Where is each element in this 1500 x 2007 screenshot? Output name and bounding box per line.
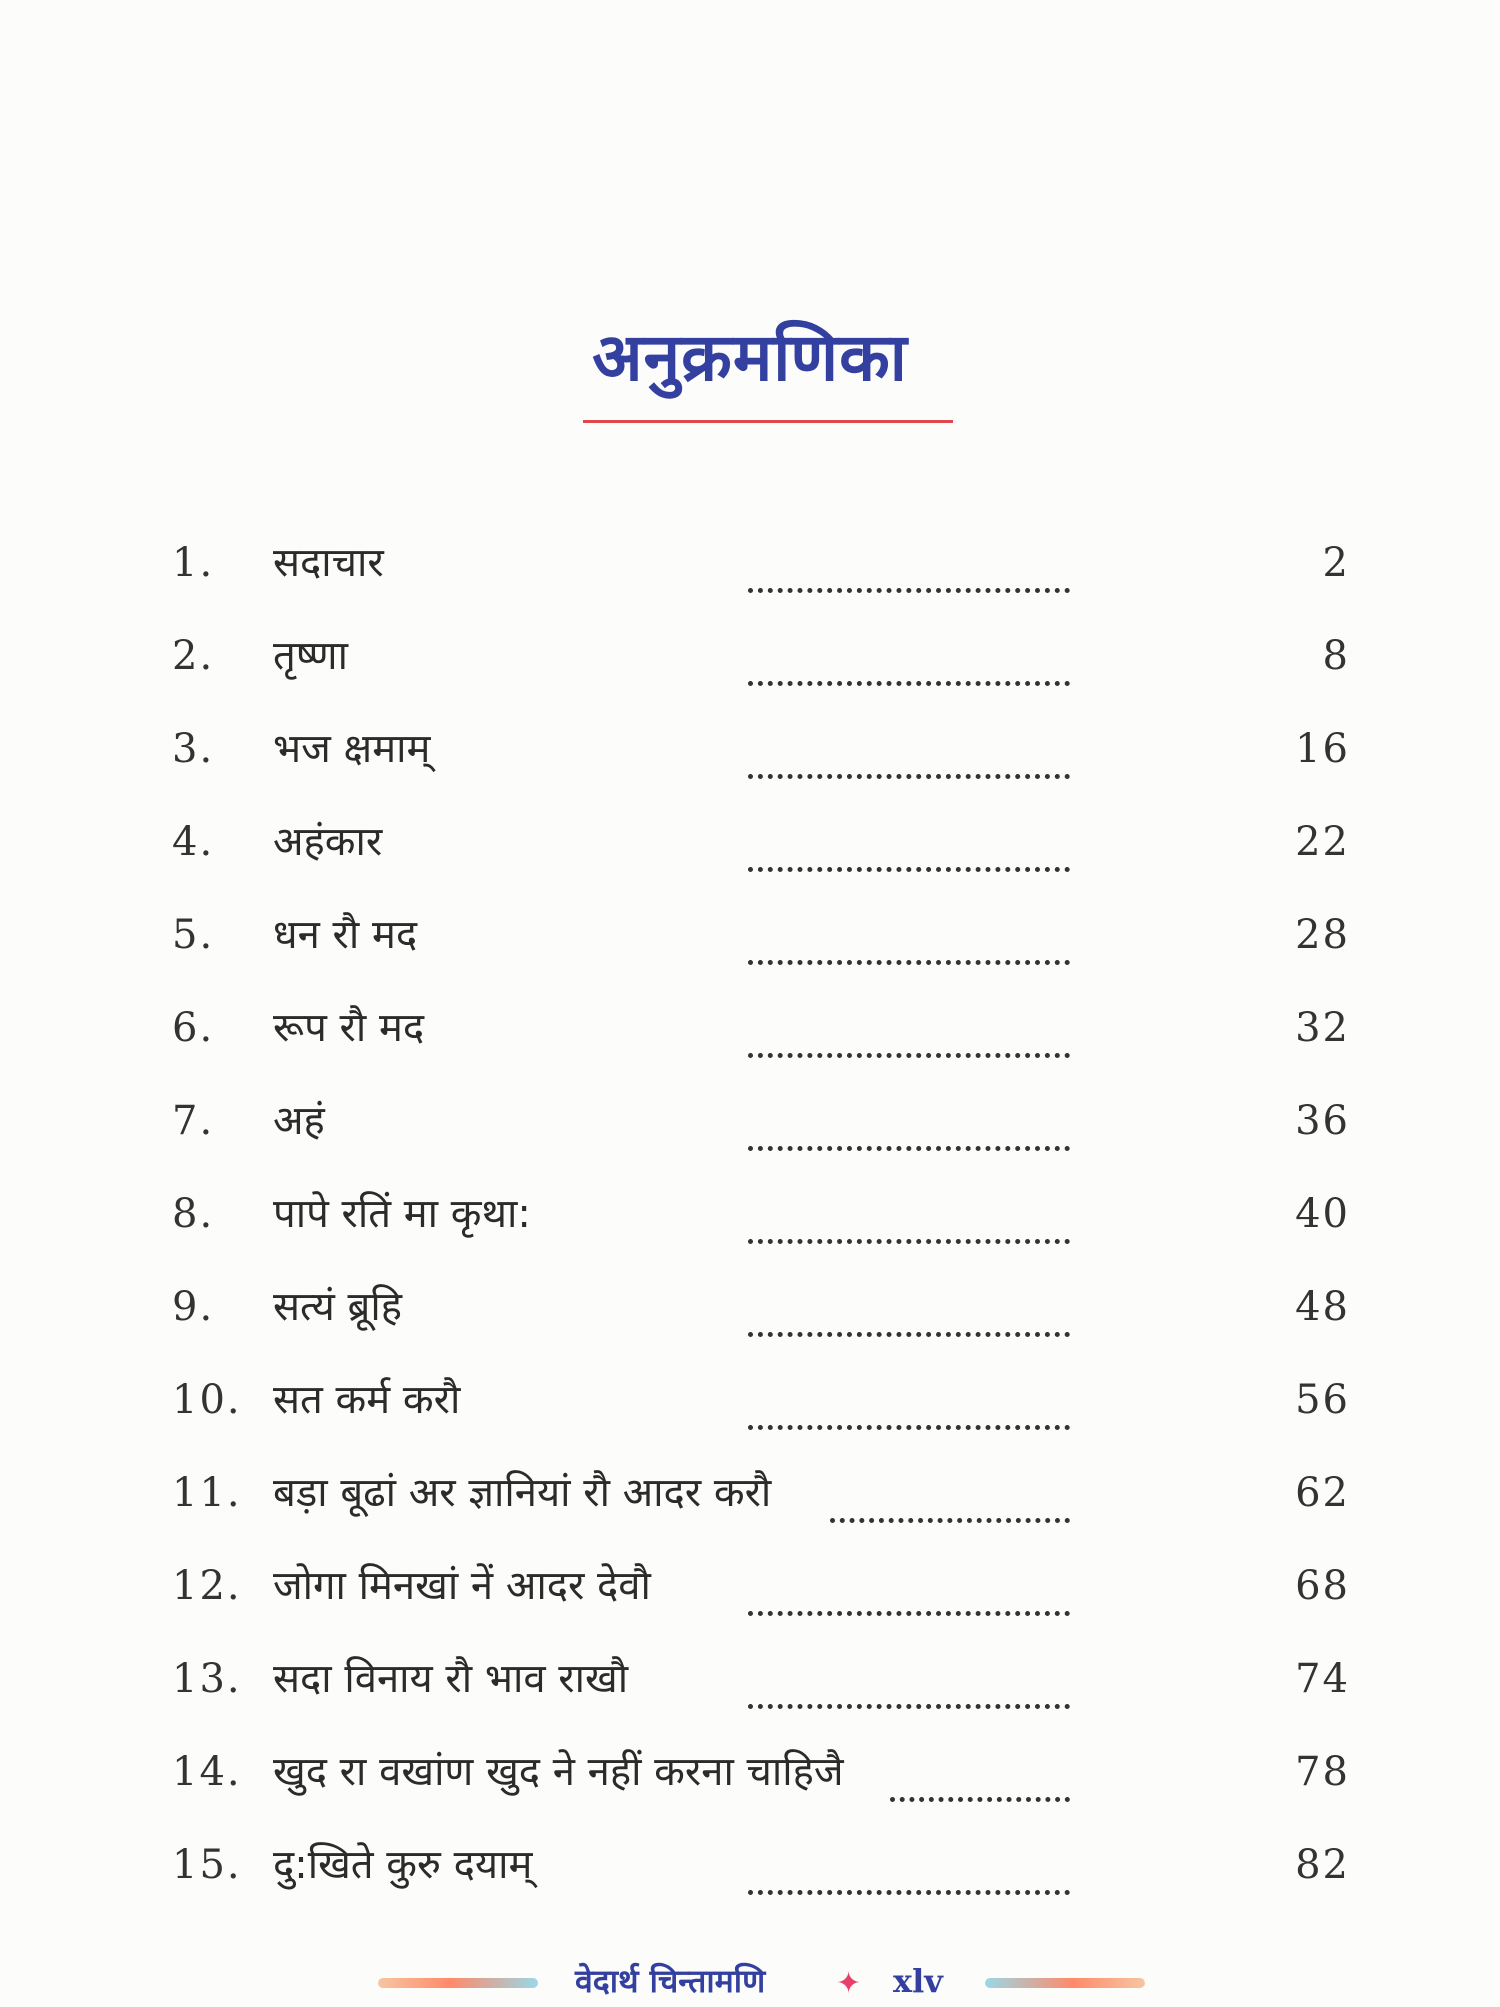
dot-leader <box>748 1664 1070 1709</box>
toc-number: 5. <box>172 912 215 958</box>
dot-leader <box>748 1106 1070 1151</box>
toc-title: सत्यं ब्रूहि <box>273 1284 402 1330</box>
toc-page-number: 8 <box>1322 633 1350 679</box>
toc-number: 9. <box>172 1284 215 1330</box>
toc-number: 13. <box>172 1656 242 1702</box>
toc-page-number: 36 <box>1295 1098 1350 1144</box>
dot-leader <box>748 1292 1070 1337</box>
toc-row <box>0 1460 1500 1553</box>
toc-title: सत कर्म करौ <box>273 1377 461 1423</box>
footer-page-number: xlv <box>893 1962 943 2000</box>
toc-number: 14. <box>172 1749 242 1795</box>
toc-page-number: 48 <box>1295 1284 1350 1330</box>
title-wrap <box>0 318 1500 397</box>
toc-number: 1. <box>172 540 215 586</box>
toc-page-number: 22 <box>1295 819 1350 865</box>
page-title: अनुक्रमणिका <box>592 319 908 396</box>
toc-row <box>0 1646 1500 1739</box>
toc-title: दु:खिते कुरु दयाम् <box>273 1842 533 1888</box>
toc-row <box>0 716 1500 809</box>
footer-ornament-right <box>985 1978 1145 1988</box>
toc-page-number: 28 <box>1295 912 1350 958</box>
dot-leader <box>748 548 1070 593</box>
toc-title: बड़ा बूढां अर ज्ञानियां रौ आदर करौ <box>273 1470 772 1516</box>
toc-title: सदा विनाय रौ भाव राखौ <box>273 1656 629 1702</box>
dot-leader <box>748 734 1070 779</box>
dot-leader <box>748 1013 1070 1058</box>
dot-leader <box>748 641 1070 686</box>
toc-number: 2. <box>172 633 215 679</box>
toc-page-number: 78 <box>1295 1749 1350 1795</box>
toc-title: जोगा मिनखां नें आदर देवौ <box>273 1563 651 1609</box>
dot-leader <box>748 920 1070 965</box>
dot-leader <box>748 1571 1070 1616</box>
toc-row <box>0 1367 1500 1460</box>
toc-number: 3. <box>172 726 215 772</box>
toc-row <box>0 1553 1500 1646</box>
toc-row <box>0 1181 1500 1274</box>
toc-row <box>0 1832 1500 1925</box>
toc-title: अहं <box>273 1098 325 1144</box>
toc-title: सदाचार <box>273 540 384 586</box>
dot-leader <box>830 1478 1070 1523</box>
toc-page-number: 74 <box>1295 1656 1350 1702</box>
toc-page-number: 2 <box>1322 540 1350 586</box>
toc-title: अहंकार <box>273 819 383 865</box>
dot-leader <box>748 1199 1070 1244</box>
toc-number: 4. <box>172 819 215 865</box>
toc-number: 6. <box>172 1005 215 1051</box>
toc-page-number: 56 <box>1295 1377 1350 1423</box>
star-icon: ✦ <box>836 1966 862 2001</box>
footer-ornament-left <box>378 1978 538 1988</box>
toc-row <box>0 1274 1500 1367</box>
dot-leader <box>748 1850 1070 1895</box>
toc-title: तृष्णा <box>273 633 348 679</box>
toc-number: 12. <box>172 1563 242 1609</box>
footer-book-title: वेदार्थ चिन्तामणि <box>575 1962 766 2000</box>
toc-title: पापे रतिं मा कृथा: <box>273 1191 531 1237</box>
toc-page-number: 62 <box>1295 1470 1350 1516</box>
toc-number: 7. <box>172 1098 215 1144</box>
toc-title: रूप रौ मद <box>273 1005 425 1051</box>
toc-page-number: 32 <box>1295 1005 1350 1051</box>
dot-leader <box>748 827 1070 872</box>
page-footer <box>0 1958 1500 2006</box>
toc-page-number: 40 <box>1295 1191 1350 1237</box>
toc-row <box>0 902 1500 995</box>
toc-row <box>0 530 1500 623</box>
title-underline <box>583 420 953 423</box>
toc-row <box>0 809 1500 902</box>
toc-page-number: 16 <box>1295 726 1350 772</box>
toc-number: 15. <box>172 1842 242 1888</box>
toc-row <box>0 1739 1500 1832</box>
toc-number: 11. <box>172 1470 242 1516</box>
toc-row <box>0 623 1500 716</box>
toc-number: 8. <box>172 1191 215 1237</box>
toc-row <box>0 1088 1500 1181</box>
table-of-contents <box>0 530 1500 1925</box>
toc-title: खुद रा वखांण खुद ने नहीं करना चाहिजै <box>273 1749 844 1795</box>
toc-row <box>0 995 1500 1088</box>
toc-title: धन रौ मद <box>273 912 418 958</box>
toc-number: 10. <box>172 1377 242 1423</box>
dot-leader <box>890 1757 1070 1802</box>
toc-title: भज क्षमाम् <box>273 726 431 772</box>
dot-leader <box>748 1385 1070 1430</box>
toc-page-number: 68 <box>1295 1563 1350 1609</box>
toc-page-number: 82 <box>1295 1842 1350 1888</box>
